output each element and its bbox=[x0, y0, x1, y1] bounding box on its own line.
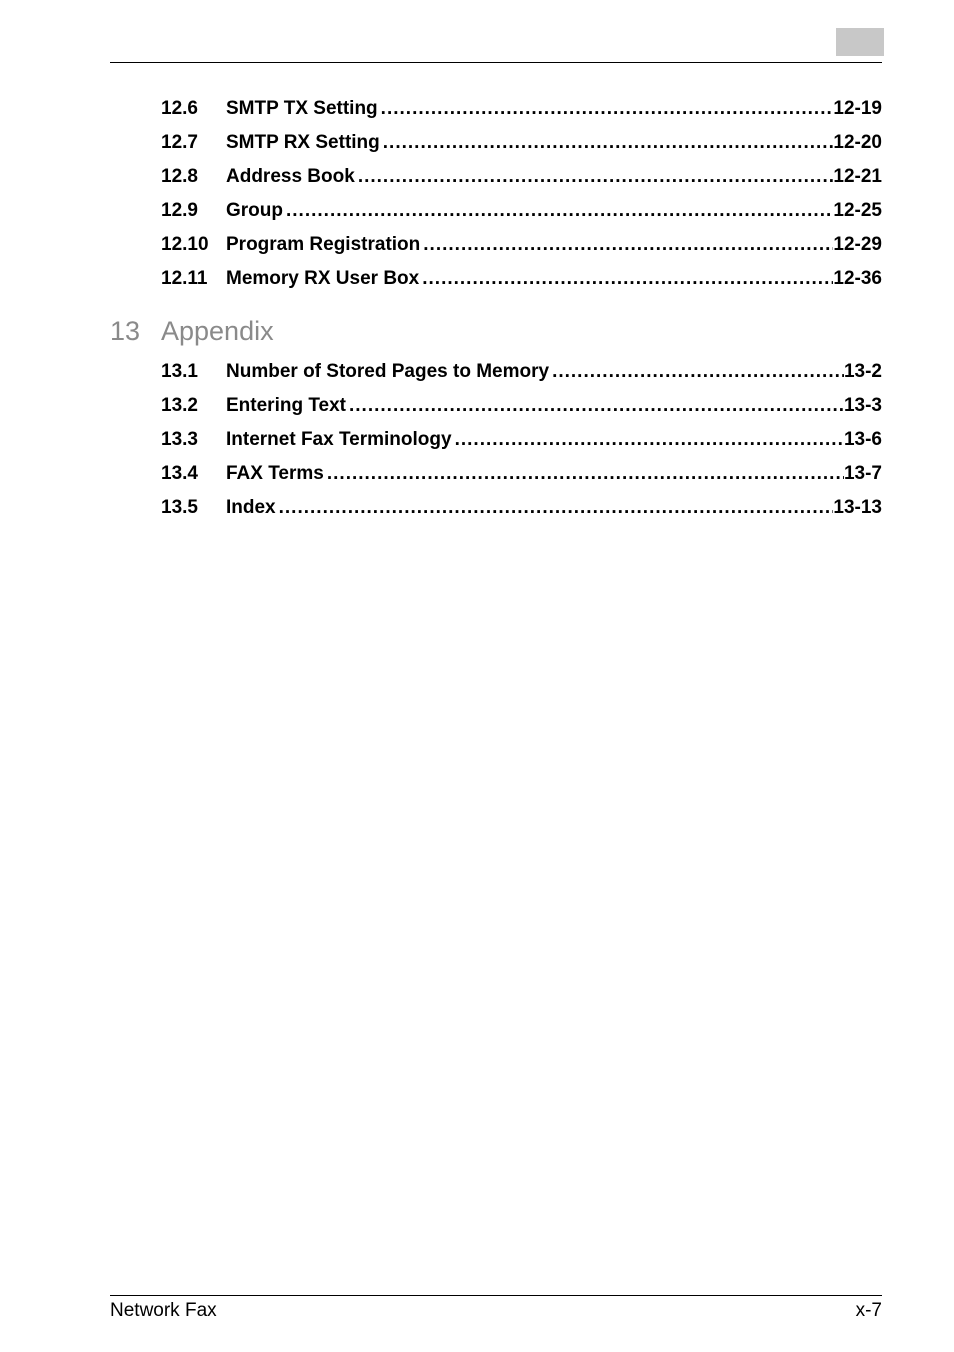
toc-entry-number: 12.11 bbox=[161, 268, 208, 289]
toc-entry-number: 12.9 bbox=[161, 200, 198, 221]
toc-entry-title: Index bbox=[226, 497, 276, 518]
toc-entry-13-2[interactable] bbox=[161, 394, 882, 418]
toc-dot-leader bbox=[346, 394, 844, 418]
toc-entry-title: Internet Fax Terminology bbox=[226, 429, 452, 450]
toc-entry-title: Address Book bbox=[226, 166, 355, 187]
toc-entry-13-5[interactable] bbox=[161, 496, 882, 520]
toc-dot-leader bbox=[276, 496, 834, 520]
toc-entry-page: 13-2 bbox=[843, 361, 882, 382]
toc-dot-leader bbox=[452, 428, 844, 452]
toc-entry-number: 13.1 bbox=[161, 361, 198, 382]
toc-dot-leader bbox=[378, 97, 834, 121]
toc-entry-number: 12.6 bbox=[161, 98, 198, 119]
toc-entry-page: 12-21 bbox=[833, 166, 882, 187]
toc-dot-leader bbox=[355, 165, 834, 189]
footer-product-name: Network Fax bbox=[110, 1300, 217, 1321]
toc-entry-title: Memory RX User Box bbox=[226, 268, 420, 289]
toc-dot-leader bbox=[419, 267, 833, 291]
toc-entry-13-3[interactable] bbox=[161, 428, 882, 452]
footer-rule bbox=[110, 1295, 882, 1296]
toc-entry-12-10[interactable] bbox=[161, 233, 882, 257]
toc-entry-page: 13-13 bbox=[833, 497, 882, 518]
toc-entry-page: 13-6 bbox=[843, 429, 882, 450]
header-rule bbox=[110, 62, 882, 63]
toc-entry-title: Entering Text bbox=[226, 395, 346, 416]
toc-dot-leader bbox=[324, 462, 844, 486]
toc-entry-number: 12.8 bbox=[161, 166, 198, 187]
toc-entry-page: 12-20 bbox=[833, 132, 882, 153]
toc-dot-leader bbox=[420, 233, 833, 257]
toc-entry-12-7[interactable] bbox=[161, 131, 882, 155]
chapter-tab-marker bbox=[836, 28, 884, 56]
toc-entry-number: 13.5 bbox=[161, 497, 198, 518]
toc-entry-12-11[interactable] bbox=[161, 267, 882, 291]
toc-entry-number: 13.2 bbox=[161, 395, 198, 416]
toc-entry-12-9[interactable] bbox=[161, 199, 882, 223]
toc-entry-13-4[interactable] bbox=[161, 462, 882, 486]
toc-entry-page: 12-29 bbox=[833, 234, 882, 255]
toc-dot-leader bbox=[549, 360, 844, 384]
chapter-number: 13 bbox=[110, 316, 141, 346]
toc-entry-number: 13.3 bbox=[161, 429, 198, 450]
toc-entry-title: FAX Terms bbox=[226, 463, 324, 484]
toc-entry-12-6[interactable] bbox=[161, 97, 882, 121]
toc-entry-page: 12-36 bbox=[833, 268, 882, 289]
toc-dot-leader bbox=[283, 199, 833, 223]
chapter-heading[interactable] bbox=[110, 312, 274, 350]
toc-entry-number: 13.4 bbox=[161, 463, 198, 484]
toc-entry-page: 13-3 bbox=[843, 395, 882, 416]
toc-entry-title: Program Registration bbox=[226, 234, 421, 255]
toc-entry-title: SMTP TX Setting bbox=[226, 98, 378, 119]
toc-entry-number: 12.10 bbox=[161, 234, 209, 255]
toc-entry-13-1[interactable] bbox=[161, 360, 882, 384]
toc-entry-title: SMTP RX Setting bbox=[226, 132, 380, 153]
toc-entry-page: 12-19 bbox=[833, 98, 882, 119]
toc-entry-title: Group bbox=[226, 200, 283, 221]
footer-page-number: x-7 bbox=[855, 1300, 882, 1321]
toc-entry-page: 12-25 bbox=[833, 200, 882, 221]
toc-dot-leader bbox=[380, 131, 834, 155]
toc-entry-page: 13-7 bbox=[843, 463, 882, 484]
toc-entry-12-8[interactable] bbox=[161, 165, 882, 189]
chapter-title: Appendix bbox=[161, 316, 274, 346]
toc-entry-title: Number of Stored Pages to Memory bbox=[226, 361, 550, 382]
toc-entry-number: 12.7 bbox=[161, 132, 198, 153]
